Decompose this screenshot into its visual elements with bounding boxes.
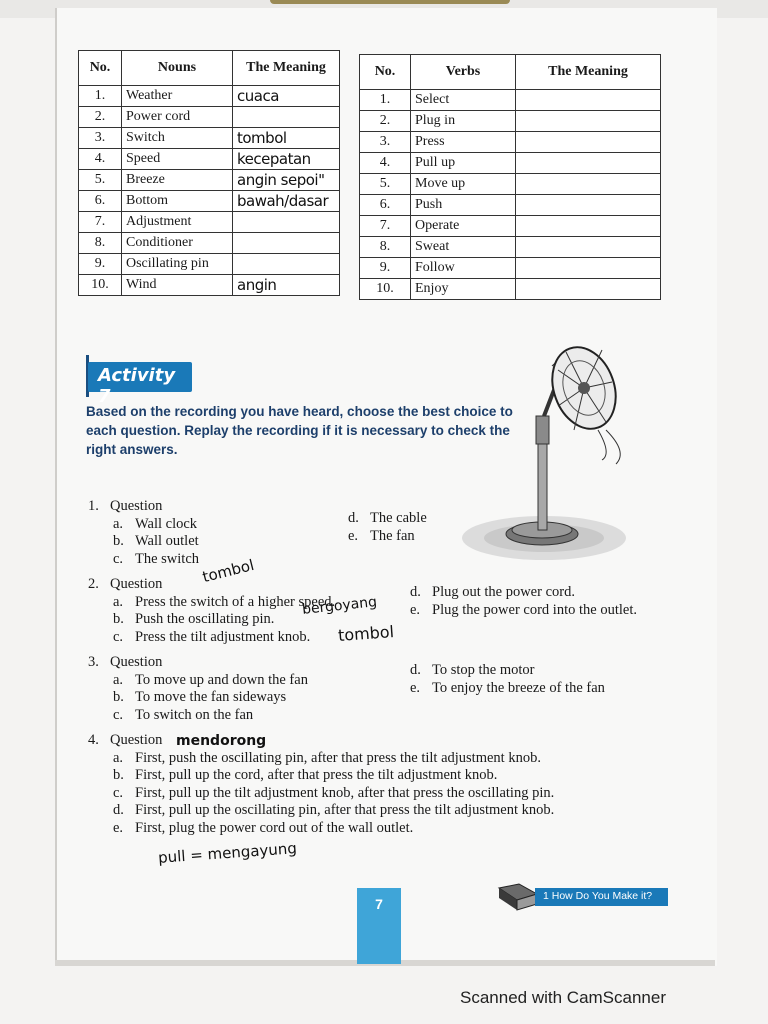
electric-fan-illustration <box>462 326 662 562</box>
meaning-cell[interactable]: bawah/dasar <box>233 191 340 212</box>
row-number: 8. <box>79 233 122 254</box>
table-row <box>360 195 661 216</box>
option-letter: e. <box>410 679 421 696</box>
vocab-word: Oscillating pin <box>122 254 233 275</box>
table-row <box>79 149 340 170</box>
vocab-word: Pull up <box>411 153 516 174</box>
vocab-word: Follow <box>411 258 516 279</box>
answer-option[interactable] <box>88 551 199 569</box>
meaning-cell[interactable] <box>516 237 661 258</box>
option-text: First, pull up the tilt adjustment knob, after that press the oscillating pin. <box>135 784 555 801</box>
option-letter: a. <box>113 593 124 610</box>
answer-option[interactable] <box>88 533 199 551</box>
table-row <box>360 132 661 153</box>
question-title: Question <box>110 576 163 592</box>
vocab-word: Enjoy <box>411 279 516 300</box>
option-text: First, pull up the oscillating pin, after that press the tilt adjustment knob. <box>135 802 555 818</box>
option-letter: c. <box>113 706 124 723</box>
option-letter: c. <box>113 628 124 645</box>
activity-instruction: Based on the recording you have heard, choose the best choice to each question. Replay the recording if it is necessary to check the right answers. <box>86 404 513 457</box>
option-letter: a. <box>113 515 124 532</box>
col-header-meaning: The Meaning <box>516 55 661 90</box>
meaning-cell[interactable] <box>516 90 661 111</box>
row-number: 7. <box>360 216 411 237</box>
answer-option[interactable] <box>88 802 554 820</box>
vocab-word: Press <box>411 132 516 153</box>
vocab-word: Breeze <box>122 170 233 191</box>
table-row <box>79 233 340 254</box>
option-letter: d. <box>410 662 421 678</box>
col-header-no: No. <box>360 55 411 90</box>
vocab-word: Operate <box>411 216 516 237</box>
vocab-word: Bottom <box>122 191 233 212</box>
option-text: To move up and down the fan <box>135 671 308 688</box>
answer-option[interactable] <box>410 662 605 680</box>
table-row <box>360 90 661 111</box>
table-row <box>360 174 661 195</box>
meaning-cell[interactable] <box>516 279 661 300</box>
table-row <box>79 86 340 107</box>
vocab-word: Select <box>411 90 516 111</box>
question-number: 1. <box>88 498 99 514</box>
answer-option[interactable] <box>410 680 605 698</box>
meaning-cell[interactable] <box>516 174 661 195</box>
option-letter: d. <box>348 510 359 526</box>
question-number: 4. <box>88 732 99 748</box>
handwritten-note: tombol <box>337 622 395 645</box>
option-letter: d. <box>410 584 421 600</box>
option-letter: a. <box>113 671 124 688</box>
col-header-verbs: Verbs <box>411 55 516 90</box>
option-text: To move the fan sideways <box>135 689 287 705</box>
answer-option[interactable] <box>88 785 554 803</box>
option-text: To enjoy the breeze of the fan <box>432 679 605 696</box>
option-letter: e. <box>410 601 421 618</box>
meaning-cell[interactable]: cuaca <box>233 86 340 107</box>
question-title: Question <box>110 498 163 514</box>
option-text: Plug out the power cord. <box>432 584 575 600</box>
vocab-word: Weather <box>122 86 233 107</box>
table-row <box>360 279 661 300</box>
meaning-cell[interactable]: angin <box>233 275 340 296</box>
meaning-cell[interactable] <box>233 254 340 275</box>
option-letter: a. <box>113 749 124 766</box>
handwritten-note: mendorong <box>176 733 267 749</box>
question-label <box>88 498 199 516</box>
row-number: 3. <box>79 128 122 149</box>
page-number: 7 <box>375 896 383 912</box>
meaning-cell[interactable]: tombol <box>233 128 340 149</box>
question-block <box>88 576 335 646</box>
question-title: Question <box>110 654 163 670</box>
handwritten-note: tombol <box>200 555 256 587</box>
vocab-word: Power cord <box>122 107 233 128</box>
option-letter: d. <box>113 802 124 818</box>
question-options-right <box>410 662 605 697</box>
option-letter: b. <box>113 611 124 627</box>
table-row <box>79 275 340 296</box>
col-header-no: No. <box>79 51 122 86</box>
meaning-cell[interactable]: angin sepoi" <box>233 170 340 191</box>
unit-label: 1 How Do You Make it? <box>543 890 653 902</box>
camscanner-watermark: Scanned with CamScanner <box>460 988 667 1007</box>
verbs-table-header <box>360 55 661 90</box>
vocab-word: Sweat <box>411 237 516 258</box>
option-letter: b. <box>113 533 124 549</box>
handwritten-note: pull = mengayung <box>157 839 298 867</box>
row-number: 5. <box>79 170 122 191</box>
option-text: First, plug the power cord out of the wall outlet. <box>135 819 414 836</box>
verbs-table <box>359 54 661 300</box>
row-number: 1. <box>360 90 411 111</box>
question-number: 2. <box>88 576 99 592</box>
table-row <box>360 237 661 258</box>
row-number: 1. <box>79 86 122 107</box>
row-number: 4. <box>360 153 411 174</box>
answer-option[interactable] <box>410 584 637 602</box>
row-number: 5. <box>360 174 411 195</box>
table-row <box>360 153 661 174</box>
table-row <box>79 212 340 233</box>
answer-option[interactable] <box>88 672 308 690</box>
question-block <box>88 654 308 724</box>
row-number: 3. <box>360 132 411 153</box>
option-text: To switch on the fan <box>135 706 254 723</box>
meaning-cell[interactable] <box>516 195 661 216</box>
option-text: The cable <box>370 510 427 526</box>
meaning-cell[interactable] <box>516 153 661 174</box>
answer-option[interactable] <box>348 510 427 528</box>
table-row <box>360 111 661 132</box>
table-row <box>79 254 340 275</box>
unit-label-bar <box>535 888 668 906</box>
vocab-word: Conditioner <box>122 233 233 254</box>
question-title: Question <box>110 732 163 748</box>
vocab-word: Push <box>411 195 516 216</box>
option-text: First, push the oscillating pin, after that press the tilt adjustment knob. <box>135 749 541 766</box>
vocab-word: Switch <box>122 128 233 149</box>
option-text: Wall clock <box>135 515 198 532</box>
answer-option[interactable] <box>88 611 335 629</box>
option-text: Press the tilt adjustment knob. <box>135 628 311 645</box>
vocab-word: Wind <box>122 275 233 296</box>
nouns-table <box>78 50 340 296</box>
option-letter: e. <box>348 527 359 544</box>
answer-option[interactable] <box>88 629 335 647</box>
activity-badge <box>88 362 192 407</box>
vocab-word: Move up <box>411 174 516 195</box>
question-block <box>88 498 199 568</box>
question-label <box>88 654 308 672</box>
option-text: To stop the motor <box>432 662 535 678</box>
row-number: 10. <box>360 279 411 300</box>
answer-option[interactable] <box>88 516 199 534</box>
option-text: Wall outlet <box>135 533 199 549</box>
option-letter: b. <box>113 767 124 783</box>
row-number: 6. <box>360 195 411 216</box>
answer-option[interactable] <box>348 528 427 546</box>
meaning-cell[interactable]: kecepatan <box>233 149 340 170</box>
row-number: 9. <box>79 254 122 275</box>
row-number: 4. <box>79 149 122 170</box>
option-letter: c. <box>113 784 124 801</box>
vocab-word: Adjustment <box>122 212 233 233</box>
question-label <box>88 732 554 750</box>
option-letter: c. <box>113 550 124 567</box>
meaning-cell[interactable] <box>233 212 340 233</box>
row-number: 8. <box>360 237 411 258</box>
option-text: The switch <box>135 550 200 567</box>
option-letter: e. <box>113 819 124 836</box>
col-header-nouns: Nouns <box>122 51 233 86</box>
meaning-cell[interactable] <box>516 111 661 132</box>
answer-option[interactable] <box>88 767 554 785</box>
table-row <box>79 128 340 149</box>
answer-option[interactable] <box>88 707 308 725</box>
meaning-cell[interactable] <box>233 107 340 128</box>
meaning-cell[interactable] <box>516 216 661 237</box>
question-options-right <box>348 510 427 545</box>
answer-option[interactable] <box>88 820 554 838</box>
row-number: 7. <box>79 212 122 233</box>
answer-option[interactable] <box>88 750 554 768</box>
activity-title: Activity 7 <box>98 365 176 407</box>
option-text: The fan <box>370 527 415 544</box>
option-text: Plug the power cord into the outlet. <box>432 601 637 618</box>
answer-option[interactable] <box>88 594 335 612</box>
question-number: 3. <box>88 654 99 670</box>
table-row <box>79 191 340 212</box>
answer-option[interactable] <box>410 602 637 620</box>
vocab-word: Plug in <box>411 111 516 132</box>
question-options-right <box>410 584 637 619</box>
row-number: 2. <box>79 107 122 128</box>
table-row <box>360 216 661 237</box>
option-text: Press the switch of a higher speed. <box>135 593 336 610</box>
meaning-cell[interactable] <box>233 233 340 254</box>
answer-option[interactable] <box>88 689 308 707</box>
vocab-word: Speed <box>122 149 233 170</box>
question-block <box>88 732 554 837</box>
meaning-cell[interactable] <box>516 258 661 279</box>
meaning-cell[interactable] <box>516 132 661 153</box>
option-text: First, pull up the cord, after that press the tilt adjustment knob. <box>135 767 498 783</box>
table-row <box>360 258 661 279</box>
handwritten-note: bergoyang <box>301 594 378 618</box>
page-number-tab <box>357 888 401 964</box>
row-number: 2. <box>360 111 411 132</box>
table-row <box>79 107 340 128</box>
table-row <box>79 170 340 191</box>
option-text: Push the oscillating pin. <box>135 611 275 627</box>
nouns-table-header <box>79 51 340 86</box>
scan-binding-shadow <box>270 0 510 4</box>
row-number: 10. <box>79 275 122 296</box>
col-header-meaning: The Meaning <box>233 51 340 86</box>
option-letter: b. <box>113 689 124 705</box>
row-number: 9. <box>360 258 411 279</box>
row-number: 6. <box>79 191 122 212</box>
